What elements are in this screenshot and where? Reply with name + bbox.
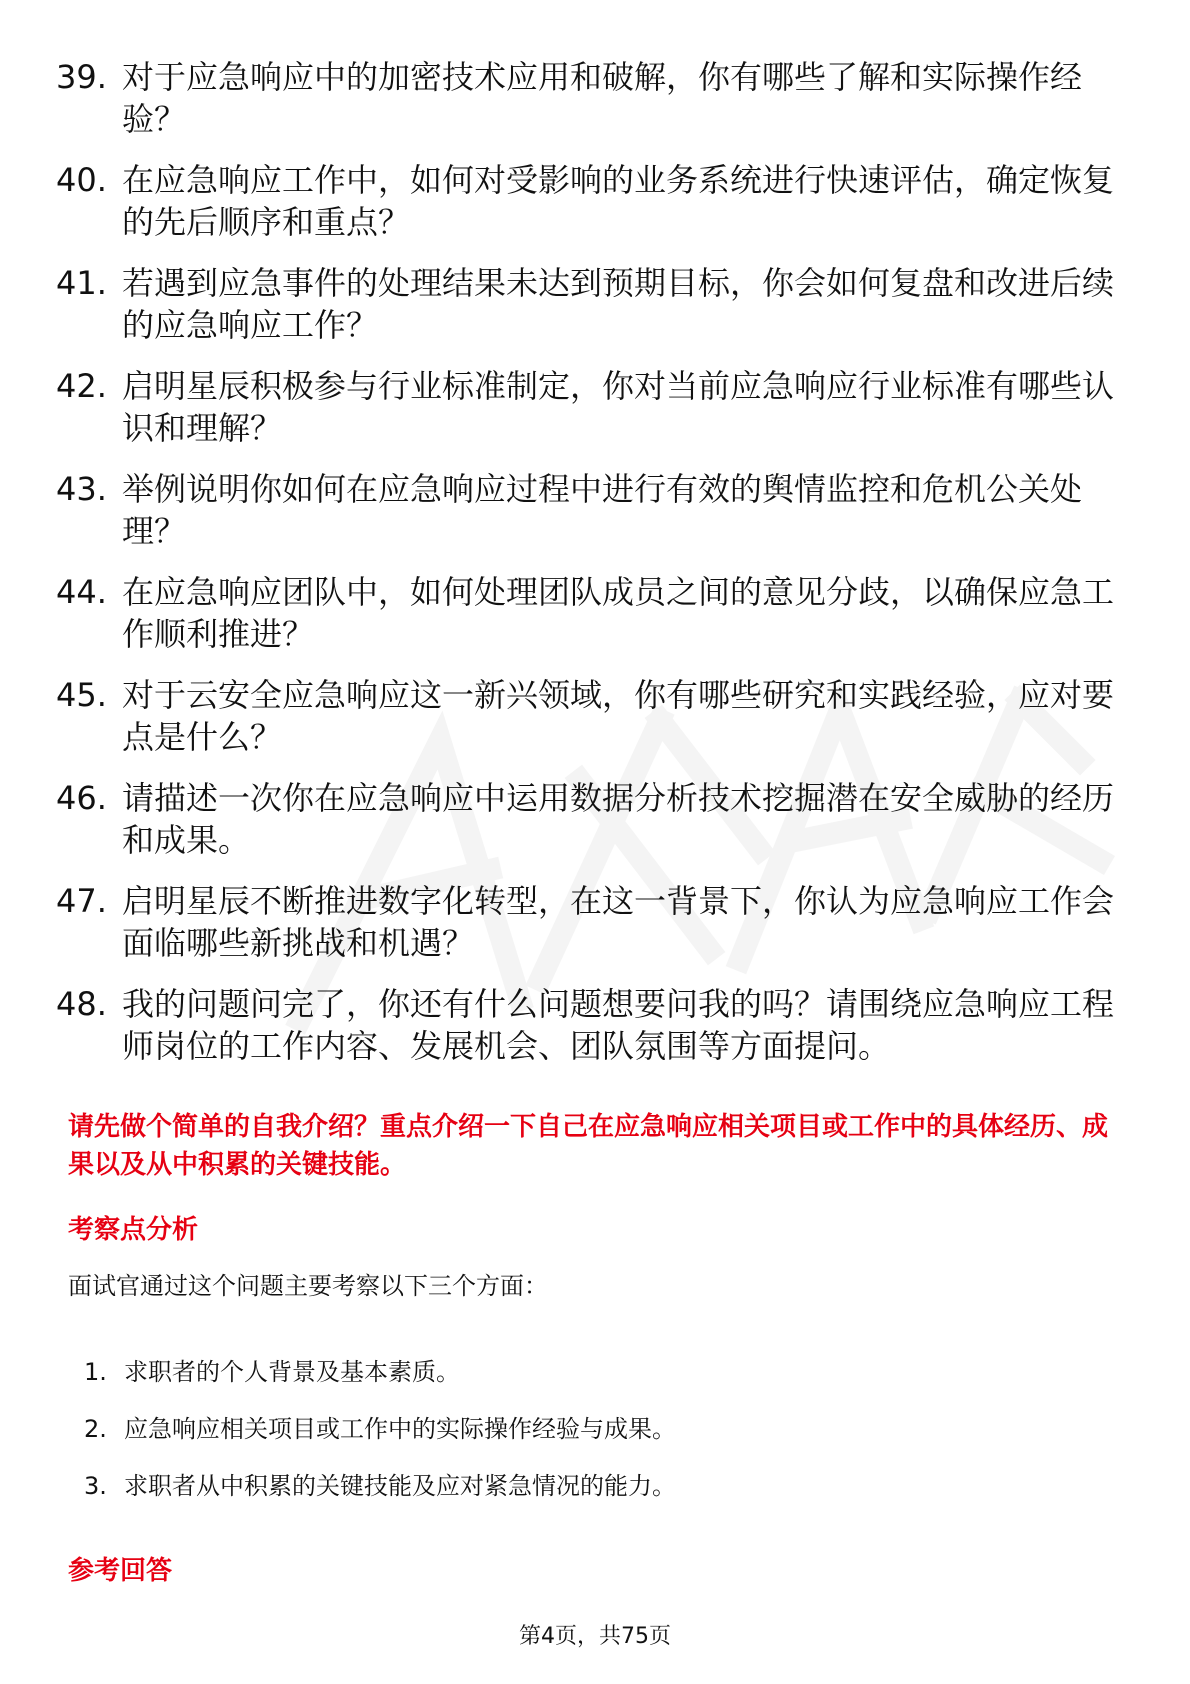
question-text: 在应急响应团队中，如何处理团队成员之间的意见分歧，以确保应急工作顺利推进？ bbox=[122, 573, 1115, 653]
analysis-points-list bbox=[84, 1356, 676, 1527]
point-number: 2. bbox=[84, 1415, 107, 1443]
question-text: 我的问题问完了，你还有什么问题想要问我的吗？请围绕应急响应工程师岗位的工作内容、发展机会、团队氛围等方面提问。 bbox=[122, 985, 1115, 1065]
question-number: 42. bbox=[56, 367, 107, 405]
page-footer: 第4页，共75页 bbox=[519, 1624, 671, 1649]
question-number: 48. bbox=[56, 985, 107, 1023]
question-number: 40. bbox=[56, 161, 107, 199]
question-text: 启明星辰积极参与行业标准制定，你对当前应急响应行业标准有哪些认识和理解？ bbox=[122, 367, 1115, 447]
question-number: 39. bbox=[56, 58, 107, 96]
question-text: 若遇到应急事件的处理结果未达到预期目标，你会如何复盘和改进后续的应急响应工作？ bbox=[122, 264, 1115, 344]
question-number: 46. bbox=[56, 779, 107, 817]
analysis-intro: 面试官通过这个问题主要考察以下三个方面： bbox=[68, 1272, 548, 1300]
question-list bbox=[56, 56, 1116, 1086]
analysis-heading: 考察点分析 bbox=[68, 1215, 199, 1245]
question-item bbox=[56, 983, 1116, 1067]
question-item bbox=[56, 365, 1116, 449]
point-text: 求职者的个人背景及基本素质。 bbox=[124, 1358, 460, 1386]
point-number: 3. bbox=[84, 1472, 107, 1500]
analysis-point bbox=[84, 1470, 676, 1502]
analysis-point bbox=[84, 1413, 676, 1445]
question-text: 举例说明你如何在应急响应过程中进行有效的舆情监控和危机公关处理？ bbox=[122, 470, 1083, 550]
question-item bbox=[56, 468, 1116, 552]
question-item bbox=[56, 262, 1116, 346]
reference-answer-heading: 参考回答 bbox=[68, 1556, 173, 1586]
question-number: 44. bbox=[56, 573, 107, 611]
point-text: 求职者从中积累的关键技能及应对紧急情况的能力。 bbox=[124, 1472, 676, 1500]
question-item bbox=[56, 674, 1116, 758]
question-number: 45. bbox=[56, 676, 107, 714]
question-text: 请描述一次你在应急响应中运用数据分析技术挖掘潜在安全威胁的经历和成果。 bbox=[122, 779, 1115, 859]
question-item bbox=[56, 880, 1116, 964]
highlighted-question: 请先做个简单的自我介绍？重点介绍一下自己在应急响应相关项目或工作中的具体经历、成果以及从中积累的关键技能。 bbox=[68, 1112, 1109, 1180]
question-item bbox=[56, 159, 1116, 243]
question-text: 在应急响应工作中，如何对受影响的业务系统进行快速评估，确定恢复的先后顺序和重点？ bbox=[122, 161, 1115, 241]
question-item bbox=[56, 571, 1116, 655]
question-text: 启明星辰不断推进数字化转型，在这一背景下，你认为应急响应工作会面临哪些新挑战和机遇？ bbox=[122, 882, 1115, 962]
question-number: 47. bbox=[56, 882, 107, 920]
question-item bbox=[56, 777, 1116, 861]
point-text: 应急响应相关项目或工作中的实际操作经验与成果。 bbox=[124, 1415, 676, 1443]
question-item bbox=[56, 56, 1116, 140]
question-text: 对于应急响应中的加密技术应用和破解，你有哪些了解和实际操作经验？ bbox=[122, 58, 1083, 138]
question-number: 41. bbox=[56, 264, 107, 302]
point-number: 1. bbox=[84, 1358, 107, 1386]
question-text: 对于云安全应急响应这一新兴领域，你有哪些研究和实践经验，应对要点是什么？ bbox=[122, 676, 1115, 756]
analysis-point bbox=[84, 1356, 676, 1388]
question-number: 43. bbox=[56, 470, 107, 508]
